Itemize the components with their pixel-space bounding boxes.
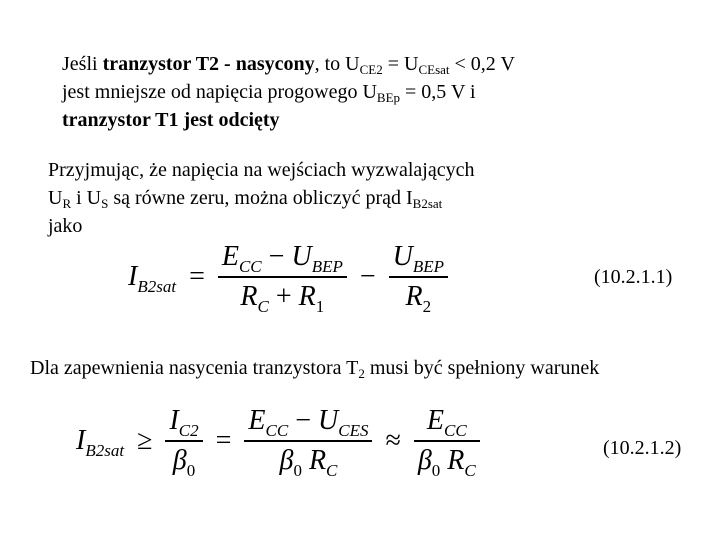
equation-10-2-1-1 [128, 238, 448, 316]
equation-number-2: (10.2.1.2) [603, 437, 682, 459]
eq1-lhs: $I_{B2sat}$ [128, 261, 177, 296]
paragraph-saturation-line-2: jest mniejsze od napięcia progowego $U_{BEp} = 0,5$ V i [62, 81, 476, 105]
eq2-fraction-1: $\frac{I_{C2}}{\beta_0}$ [165, 402, 202, 480]
paragraph-saturation-line-1: Jeśli tranzystor T2 - nasycony, to $U_{CE2} = U_{CEsat} < 0,2$ V [62, 53, 515, 77]
paragraph-inputs-line-2: $U_R$ i $U_S$ są równe zeru, można obliczyć prąd $I_{B2sat}$ [48, 187, 443, 211]
equation-10-2-1-2 [76, 402, 480, 480]
eq2-equals: = [215, 425, 232, 456]
eq2-fraction-3: $\frac{E_{CC}}{\beta_0 R_C}$ [414, 402, 480, 480]
eq2-fraction-2: $\frac{E_{CC} - U_{CES}}{\beta_0 R_C}$ [244, 402, 372, 480]
eq1-equals: = [189, 261, 205, 292]
eq1-fraction-2: $\frac{U_{BEP}}{R_2}$ [389, 238, 448, 316]
paragraph-condition: Dla zapewnienia nasycenia tranzystora $T_2$ musi być spełniony warunek [30, 357, 600, 381]
eq1-fraction-1: $\frac{E_{CC} - U_{BEP}}{R_C + R_1}$ [218, 238, 347, 316]
paragraph-inputs-line-1: Przyjmując, że napięcia na wejściach wyzwalających [48, 159, 475, 181]
eq2-lhs: $I_{B2sat}$ [76, 425, 125, 460]
paragraph-saturation-line-3: tranzystor T1 jest odcięty [62, 109, 280, 131]
eq2-geq: ≥ [137, 425, 153, 456]
paragraph-inputs-line-3: jako [48, 215, 83, 237]
eq2-approx: ≈ [385, 425, 401, 456]
equation-number-1: (10.2.1.1) [594, 266, 673, 288]
eq1-minus: − [359, 261, 376, 292]
